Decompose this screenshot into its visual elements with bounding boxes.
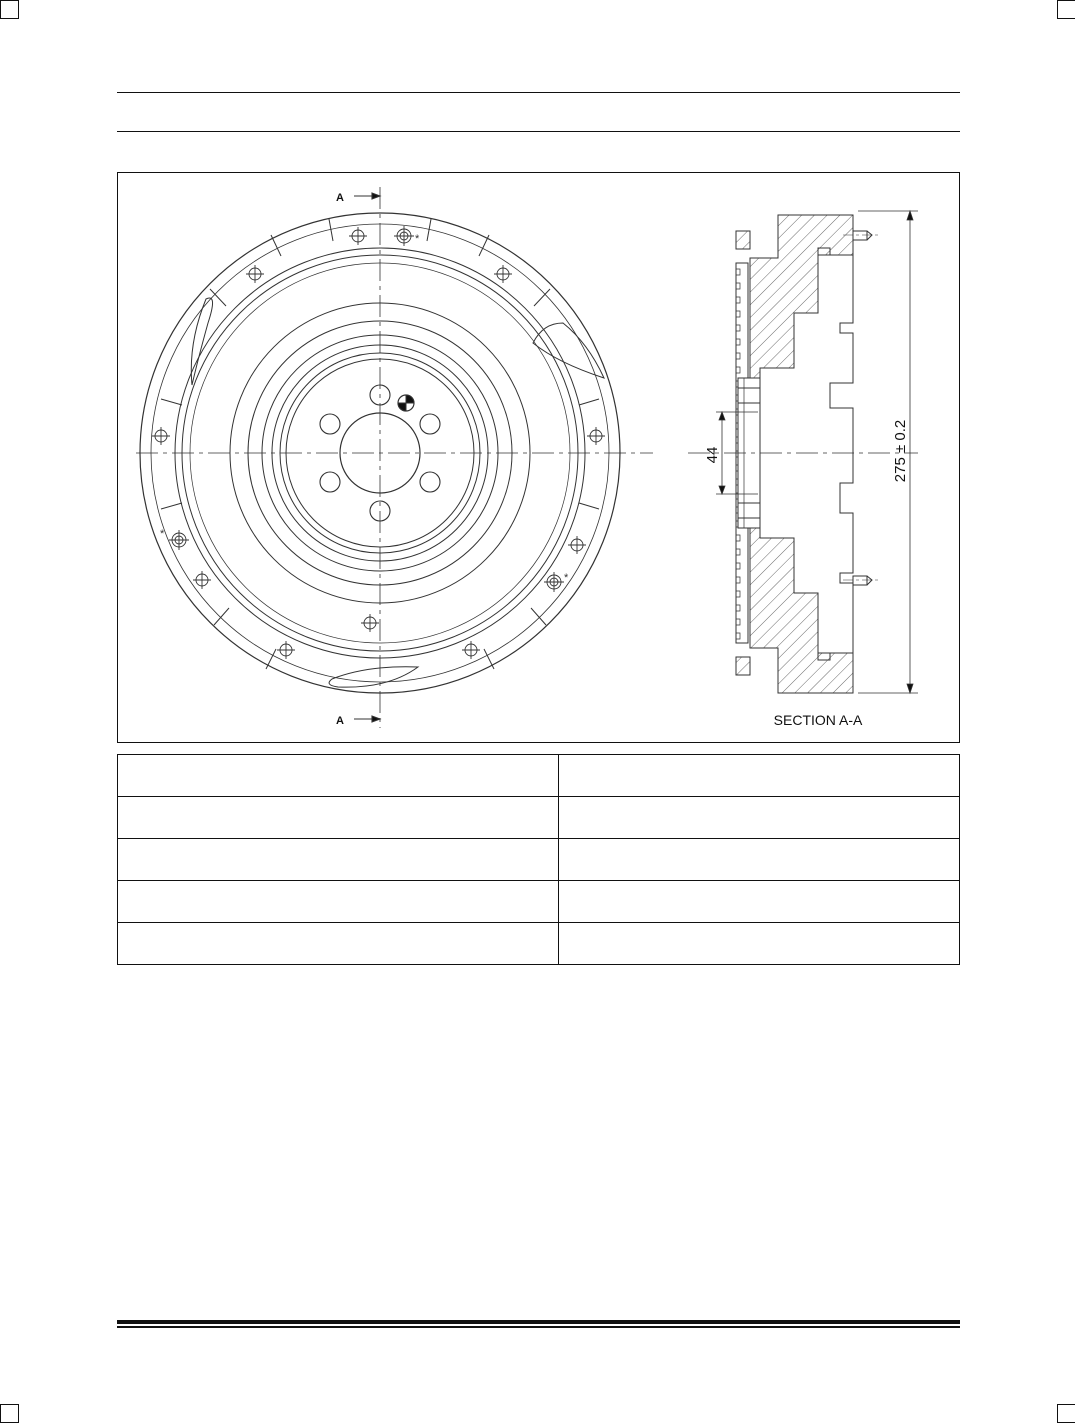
table-cell — [559, 923, 960, 965]
footer-rule-thick — [117, 1320, 960, 1324]
table-row — [118, 881, 960, 923]
crop-mark-top-left — [0, 0, 19, 19]
footer-rule-thin — [117, 1326, 960, 1328]
table-cell — [118, 755, 559, 797]
table-cell — [118, 923, 559, 965]
table-row — [118, 839, 960, 881]
flywheel-technical-drawing — [118, 173, 961, 744]
header-rule-bottom — [117, 131, 960, 132]
section-arrow-bottom — [354, 716, 380, 722]
table-row — [118, 797, 960, 839]
section-caption: SECTION A-A — [773, 712, 863, 728]
crop-mark-top-right — [1057, 0, 1075, 19]
hub-dimension-label: 44 — [704, 446, 721, 464]
section-marker-bottom-label: A — [336, 715, 344, 727]
flywheel-drawing-frame — [117, 172, 960, 743]
table-row — [118, 923, 960, 965]
dowel-pins — [853, 231, 872, 585]
flywheel-front-view — [136, 187, 653, 728]
table-cell — [559, 755, 960, 797]
table-cell — [118, 797, 559, 839]
specification-table — [117, 754, 960, 965]
table-row — [118, 755, 960, 797]
table-cell — [559, 881, 960, 923]
crop-mark-bottom-right — [1057, 1404, 1075, 1423]
table-cell — [118, 881, 559, 923]
flywheel-section-view — [688, 215, 918, 693]
star-mark-2: * — [160, 528, 165, 540]
diameter-dimension-label: 275 ± 0.2 — [892, 419, 909, 483]
crop-mark-bottom-left — [0, 1404, 19, 1423]
header-rule-top — [117, 92, 960, 93]
section-hatched-body — [750, 215, 853, 693]
table-cell — [118, 839, 559, 881]
star-mark-1: * — [415, 233, 420, 245]
section-marker-top-label: A — [336, 192, 344, 204]
table-cell — [559, 839, 960, 881]
table-cell — [559, 797, 960, 839]
clutch-mounting-holes — [152, 226, 605, 659]
section-arrow-top — [354, 193, 380, 199]
star-mark-3: * — [564, 572, 569, 584]
